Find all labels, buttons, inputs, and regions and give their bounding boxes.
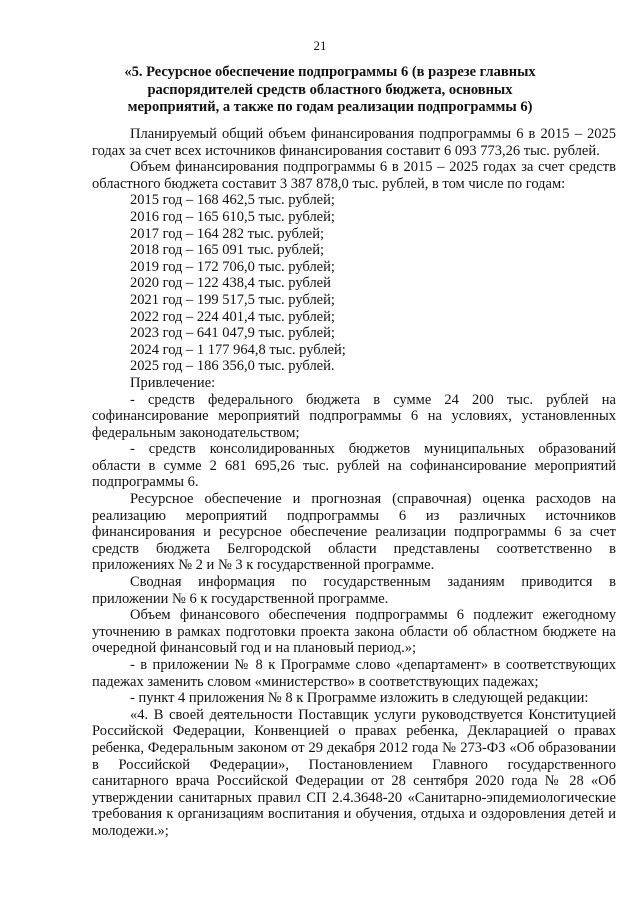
year-funding-item: 2021 год – 199 517,5 тыс. рублей;: [130, 291, 335, 308]
paragraph-regional-budget: Объем финансирования подпрограммы 6 в 2015 – 2025 годах за счет средств областного бюджета составит 3 387 878,0 тыс. рублей, в том числе по годам:: [92, 159, 616, 192]
paragraph-annual-update: Объем финансового обеспечения подпрограммы 6 подлежит ежегодному уточнению в рамках подготовки проекта закона области об областном бюджете на очередной финансовый год и на плановый период.»;: [92, 607, 616, 657]
paragraph-state-tasks: Сводная информация по государственным заданиям приводится в приложении № 6 к государственной программе.: [92, 574, 616, 607]
section-heading-line: распорядителей средств областного бюджета, основных: [147, 81, 513, 98]
paragraph-amendment-item4: - пункт 4 приложения № 8 к Программе изложить в следующей редакции:: [130, 690, 589, 707]
year-funding-item: 2025 год – 186 356,0 тыс. рублей.: [130, 358, 335, 375]
year-funding-item: 2022 год – 224 401,4 тыс. рублей;: [130, 308, 335, 325]
year-funding-item: 2020 год – 122 438,4 тыс. рублей: [130, 275, 331, 292]
year-funding-item: 2019 год – 172 706,0 тыс. рублей;: [130, 258, 335, 275]
year-funding-item: 2015 год – 168 462,5 тыс. рублей;: [130, 192, 335, 209]
paragraph-resource-provision: Ресурсное обеспечение и прогнозная (справочная) оценка расходов на реализацию мероприятий подпрограммы 6 из различных источников финансирования и ресурсное обеспечение реализации подпрограммы 6 за счет средств бюджета Белгородской области представлены соответственно в приложениях № 2 и № 3 к государственной программе.: [92, 491, 616, 574]
section-heading-line: «5. Ресурсное обеспечение подпрограммы 6 (в разрезе главных: [124, 64, 536, 80]
year-funding-item: 2018 год – 165 091 тыс. рублей;: [130, 242, 325, 259]
year-funding-item: 2024 год – 1 177 964,8 тыс. рублей;: [130, 341, 346, 358]
paragraph-municipal-funds: - средств консолидированных бюджетов муниципальных образований области в сумме 2 681 695,26 тыс. рублей на софинансирование мероприятий подпрограммы 6.: [92, 441, 616, 491]
paragraph-item4-text: «4. В своей деятельности Поставщик услуги руководствуется Конституцией Российской Федерации, Конвенцией о правах ребенка, Декларацией о правах ребенка, Федеральным законом от 29 декабря 2012 года № 273-ФЗ «Об образовании в Российской Федерации», Постановлением Главного государственного санитарного врача Российской Федерации от 28 сентября 2020 года № 28 «Об утверждении санитарных правил СП 2.4.3648-20 «Санитарно-эпидемиологические требования к организациям воспитания и обучения, отдыха и оздоровления детей и молодежи.»;: [92, 706, 616, 839]
year-funding-item: 2016 год – 165 610,5 тыс. рублей;: [130, 208, 335, 225]
paragraph-total-funding: Планируемый общий объем финансирования подпрограммы 6 в 2015 – 2025 годах за счет всех источников финансирования составит 6 093 773,26 тыс. рублей.: [92, 126, 616, 159]
year-funding-item: 2017 год – 164 282 тыс. рублей;: [130, 225, 325, 242]
paragraph-amendment-word: - в приложении № 8 к Программе слово «департамент» в соответствующих падежах заменить словом «министерство» в соответствующих падежах;: [92, 657, 616, 690]
section-heading: [120, 64, 540, 117]
year-funding-item: 2023 год – 641 047,9 тыс. рублей;: [130, 325, 335, 342]
document-body: [92, 126, 616, 840]
paragraph-federal-funds: - средств федерального бюджета в сумме 24 200 тыс. рублей на софинансирование мероприятий подпрограммы 6 на условиях, установленных федеральным законодательством;: [92, 391, 616, 441]
funding-by-year-list: [92, 192, 616, 375]
page-number: 21: [313, 38, 327, 53]
section-heading-line: мероприятий, а также по годам реализации подпрограммы 6): [127, 99, 533, 115]
paragraph-attraction: Привлечение:: [130, 374, 216, 391]
